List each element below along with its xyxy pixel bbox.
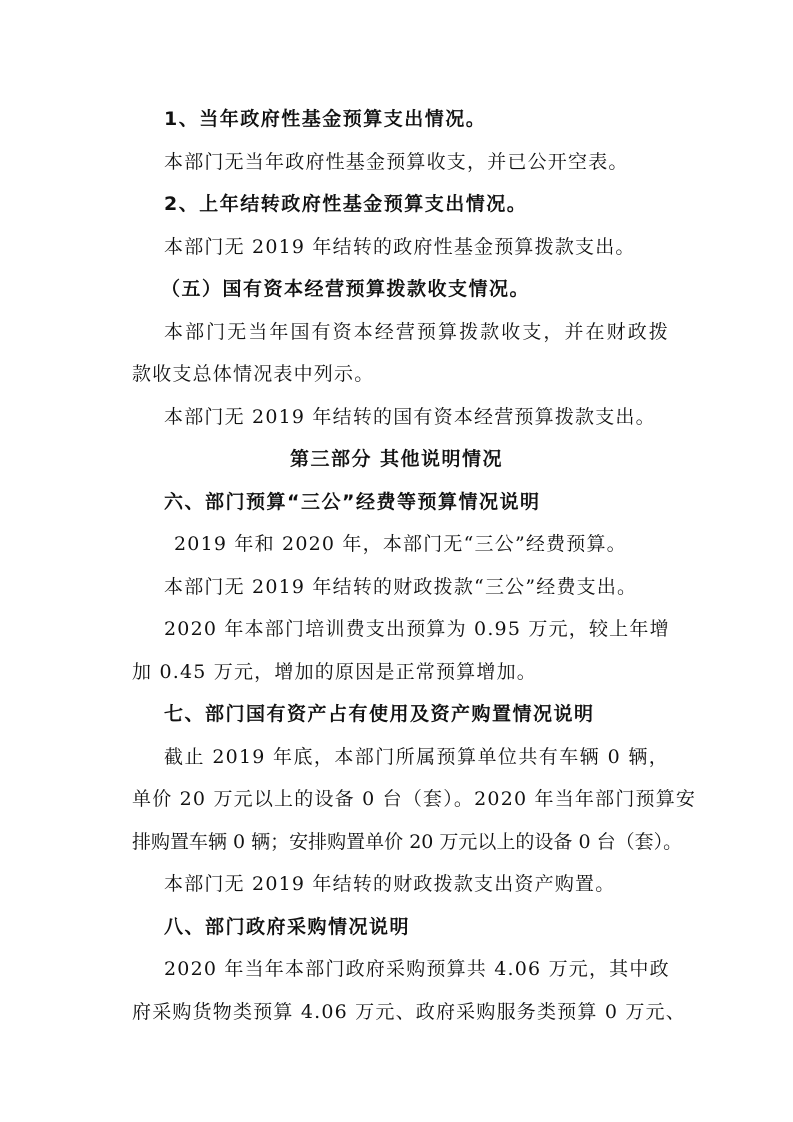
- subheading-1: 1、当年政府性基金预算支出情况。: [164, 108, 487, 130]
- paragraph-line: 单价 20 万元以上的设备 0 台（套）。2020 年当年部门预算安: [132, 788, 697, 810]
- paragraph-line: 府采购货物类预算 4.06 万元、政府采购服务类预算 0 万元、: [132, 1001, 686, 1023]
- paragraph-line: 款收支总体情况表中列示。: [132, 363, 375, 385]
- paragraph-line: 本部门无 2019 年结转的政府性基金预算拨款支出。: [164, 236, 636, 258]
- section-heading-8: 八、部门政府采购情况说明: [164, 916, 411, 938]
- section-heading-7: 七、部门国有资产占有使用及资产购置情况说明: [164, 703, 595, 725]
- paragraph-line: 本部门无 2019 年结转的财政拨款“三公”经费支出。: [164, 576, 638, 598]
- paragraph-line: 本部门无 2019 年结转的国有资本经营预算拨款支出。: [164, 406, 656, 428]
- section-heading-5: （五）国有资本经营预算拨款收支情况。: [161, 278, 531, 300]
- paragraph-line: 本部门无 2019 年结转的财政拨款支出资产购置。: [164, 873, 616, 895]
- subheading-2: 2、上年结转政府性基金预算支出情况。: [164, 193, 528, 215]
- paragraph-line: 2020 年当年本部门政府采购预算共 4.06 万元，其中政: [164, 958, 670, 980]
- part-title: 第三部分 其他说明情况: [289, 448, 504, 470]
- paragraph-line: 本部门无当年国有资本经营预算拨款收支，并在财政拨: [164, 321, 669, 343]
- section-heading-6: 六、部门预算“三公”经费等预算情况说明: [164, 491, 541, 513]
- paragraph-line: 加 0.45 万元，增加的原因是正常预算增加。: [132, 661, 537, 683]
- paragraph-line: 2020 年本部门培训费支出预算为 0.95 万元，较上年增: [164, 618, 670, 640]
- paragraph-line: 排购置车辆 0 辆；安排购置单价 20 万元以上的设备 0 台（套）。: [132, 831, 683, 853]
- paragraph-line: 本部门无当年政府性基金预算收支，并已公开空表。: [164, 151, 629, 173]
- paragraph-line: 截止 2019 年底，本部门所属预算单位共有车辆 0 辆，: [164, 746, 669, 768]
- paragraph-line: 2019 年和 2020 年，本部门无“三公”经费预算。: [174, 533, 627, 555]
